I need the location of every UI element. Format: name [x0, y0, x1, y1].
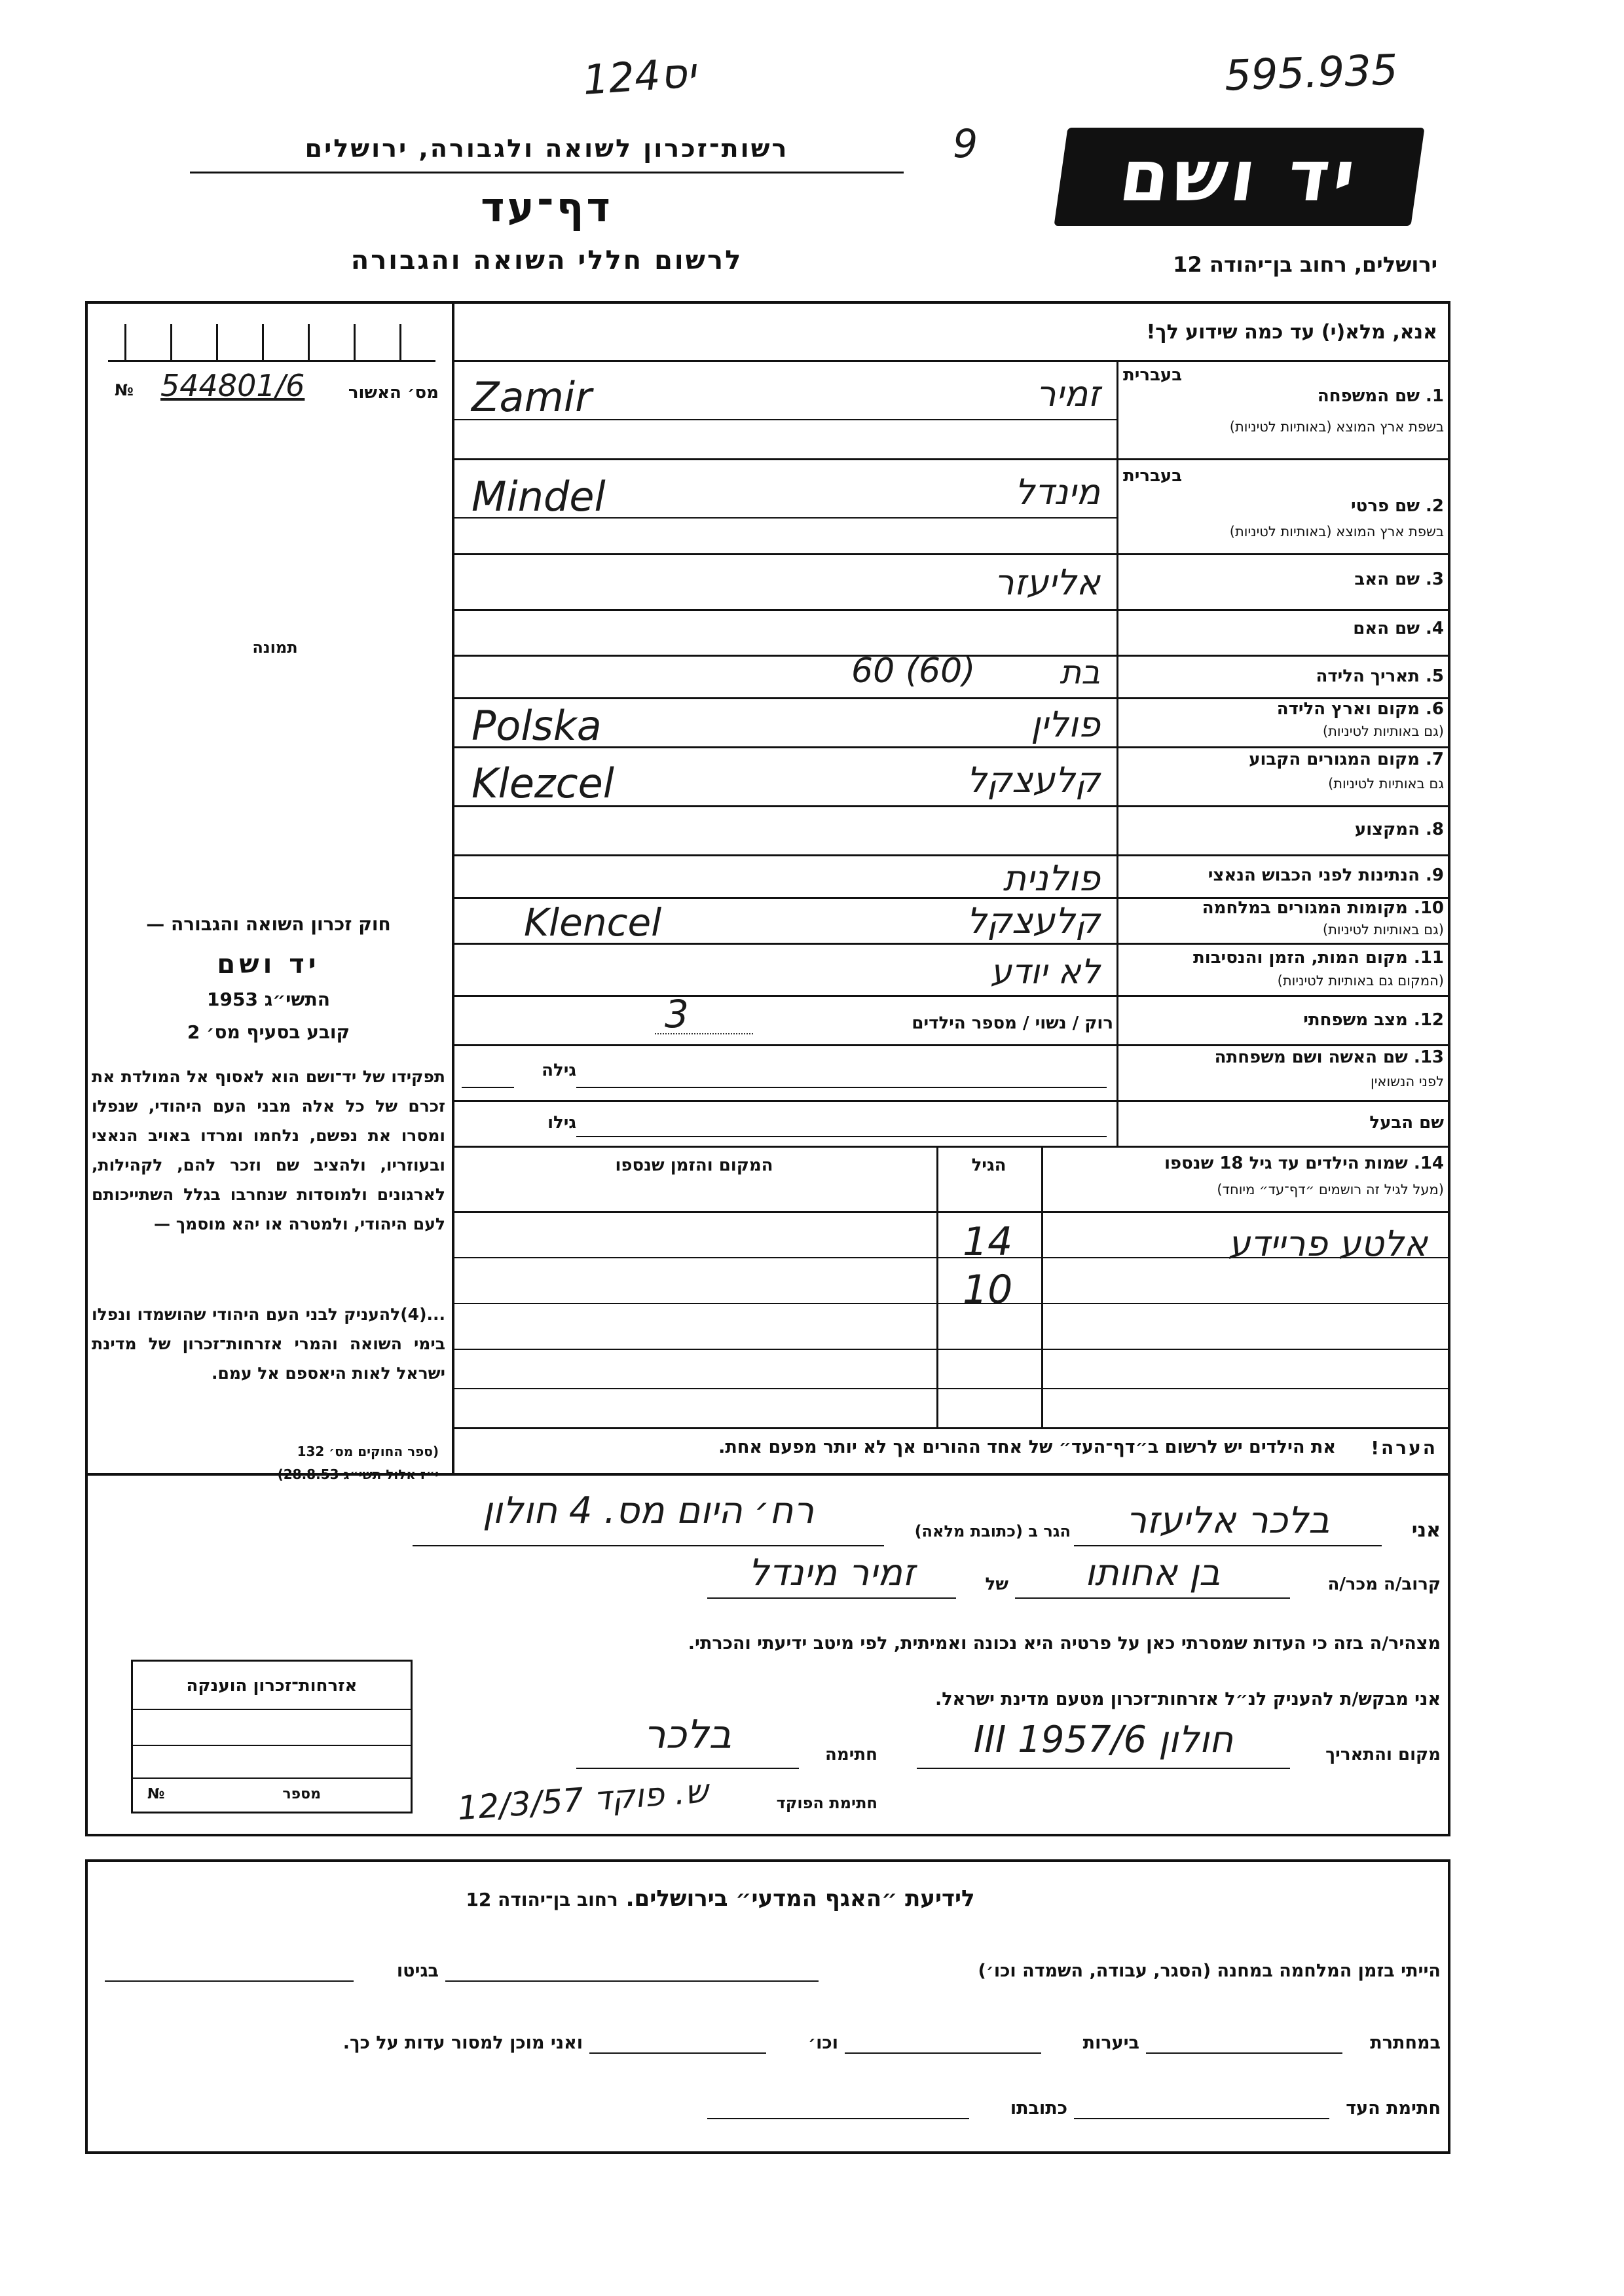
decl-of: של: [985, 1575, 1008, 1594]
field-11-hebrew-value: לא יודע: [990, 953, 1100, 992]
footer-line2-d: ואני מוכן למסור עדות על כך.: [342, 2033, 583, 2053]
children-label: 14. שמות הילדים עד גיל 18 שנספו: [1164, 1154, 1444, 1173]
form-subtitle: לרשום חללי השואה והגבורה: [350, 246, 743, 276]
field-3-hebrew-value: אליעזר: [994, 562, 1100, 603]
decl-statement: מצהיר/ה בזה כי העדות שמסרתי כאן על פרטיה היא נכונה ואמיתית, לפי מיטב ידיעתי והכרתי.: [688, 1633, 1441, 1654]
decl-ani: אני: [1411, 1519, 1441, 1542]
law-clause: קובע בסעיף מס׳ 2: [187, 1021, 350, 1043]
children-col-divider-1: [1041, 1146, 1043, 1427]
decl-place-date-label: מקום והתאריך: [1325, 1745, 1441, 1764]
citizenship-box-rule-1: [131, 1709, 413, 1710]
decl-relative-underline: [1015, 1597, 1290, 1599]
decl-signature-label: חתימה: [825, 1745, 877, 1764]
field-5-age-value: 60 (60): [851, 651, 976, 691]
field-2-latin-value: Mindel: [471, 473, 606, 520]
field-5-hebrew-value: בת: [1060, 653, 1100, 691]
child-1-age: 14: [963, 1219, 1013, 1265]
photo-label: תמונה: [252, 638, 298, 657]
children-sub: (מעל לגיל זה רושמים ״דף־עד״ מיוחד): [1217, 1182, 1444, 1197]
field-5-label: 5. תאריך הלידה: [1316, 666, 1444, 686]
form-instruction: אנא, מלא(י) עד כמה שידוע לך!: [1146, 321, 1437, 344]
children-col-divider-2: [936, 1146, 938, 1427]
cert-number: 544801/6: [160, 368, 305, 403]
decl-residing: הגר ב (כתובת מלאה): [914, 1522, 1071, 1540]
decl-ani-value: בלכר אליעזר: [1126, 1499, 1330, 1542]
field-11-sub: (המקום גם באותיות לטיניות): [1277, 973, 1444, 989]
handwritten-annotation-number: 595.935: [1223, 46, 1399, 101]
decl-place-date-value: חולון 6/III 1957: [973, 1719, 1234, 1761]
field-6-label: 6. מקום וארץ הלידה: [1276, 699, 1444, 719]
field-10-latin-value: Klencel: [524, 900, 662, 945]
note-rule: [452, 1427, 1450, 1429]
cert-label: מס׳ האשור: [348, 383, 439, 403]
decl-of-value: זמיר מינדל: [748, 1552, 915, 1594]
children-age-header: הגיל: [971, 1156, 1006, 1175]
footer-line2-c: וכו׳: [808, 2033, 838, 2053]
citizenship-box-label: אזרחות־זכרון הוענקה: [186, 1676, 358, 1696]
institution-name: רשות־זכרון לשואה ולגבורה, ירושלים: [304, 134, 789, 163]
children-header-rule: [452, 1211, 1450, 1213]
decl-officer-value: ש. פוקד 12/3/57: [456, 1772, 710, 1828]
decl-request: אני מבקש/ת להעניק לנ״ל אזרחות־זכרון מטעם מדינת ישראל.: [934, 1689, 1441, 1709]
field-1-hebrew-tag: בעברית: [1123, 365, 1183, 385]
wife-age-label: גילה: [542, 1061, 576, 1080]
field-2-hebrew-value: מינדל: [1014, 471, 1100, 513]
footer-title: לידיעת ״האגף המדעי״ בירושלים. רחוב בן־יהודה 12: [466, 1886, 975, 1912]
law-title: חוק זכרון השואה והגבורה —: [146, 913, 391, 935]
handwritten-annotation-top: 124יס: [581, 48, 697, 104]
field-7-sub: גם באותיות לטיניות): [1328, 776, 1444, 792]
field-1-latin-value: Zamir: [471, 373, 592, 421]
law-text-2: ...(4)להעניק לבני העם היהודי שהושמדו ונפלו בימי השואה והמרי אזרחות־זכרון של מדינת ישראל לאות היאספם אל עמם.: [92, 1305, 445, 1383]
field-2-label: 2. שם פרטי: [1351, 496, 1444, 516]
field-7-latin-value: Klezcel: [471, 759, 615, 807]
field-4-label: 4. שם האם: [1353, 619, 1444, 638]
citizenship-number-label: מספר: [282, 1786, 321, 1802]
field-7-label: 7. מקום המגורים הקבוע: [1249, 750, 1444, 769]
marital-options: רוק / נשוי / מספר הילדים: [912, 1013, 1113, 1033]
note-text: את הילדים יש לרשום ב״דף־העד״ של אחד ההורים אך לא יותר מפעם אחת.: [718, 1437, 1336, 1457]
law-source-2: י״ז אלול תשי״ג 28.8.53): [277, 1467, 439, 1482]
footer-line2-blank-1: [1146, 2052, 1342, 2054]
decl-address-underline: [413, 1545, 884, 1546]
yad-vashem-logo: [1054, 128, 1424, 226]
field-10-sub: (גם באותיות לטיניות): [1322, 922, 1444, 938]
footer-line3-a: חתימת העד: [1346, 2098, 1441, 2119]
field-7-hebrew-value: קלעצקל: [967, 759, 1100, 801]
footer-line1-blank-2: [105, 1980, 354, 1982]
footer-line1-a: הייתי בזמן המלחמה במחנה (הסגר, עבודה, השמדה וכו׳): [978, 1961, 1441, 1981]
field-1-label: 1. שם המשפחה: [1317, 386, 1444, 406]
husband-name-underline: [576, 1136, 1107, 1137]
citizenship-box-rule-3: [131, 1777, 413, 1779]
footer-line3-b: כתובתו: [1010, 2098, 1067, 2119]
husband-label: שם הבעל: [1369, 1113, 1444, 1133]
field-6-latin-value: Polska: [471, 702, 602, 750]
citizenship-box-rule-2: [131, 1745, 413, 1746]
decl-place-date-underline: [917, 1768, 1290, 1769]
footer-line1-b: בגיטו: [396, 1961, 439, 1981]
field-2-sub: בשפת ארץ המוצא (באותיות לטיניות): [1229, 524, 1444, 539]
footer-line3-blank-1: [1074, 2118, 1329, 2119]
decl-signature-value: בלכר: [643, 1712, 732, 1758]
footer-line2-blank-2: [845, 2052, 1041, 2054]
left-column-divider: [452, 301, 454, 1473]
children-count: 3: [665, 992, 689, 1036]
field-1-sub: בשפת ארץ המוצא (באותיות לטיניות): [1229, 419, 1444, 435]
law-source: (ספר החוקים מס׳ 132: [297, 1444, 439, 1459]
footer-line2-blank-3: [589, 2052, 766, 2054]
husband-age-label: גילו: [547, 1113, 576, 1133]
header-rule: [190, 172, 904, 173]
field-1-hebrew-value: זמיר: [1036, 373, 1100, 414]
field-8-label: 8. המקצוע: [1354, 820, 1444, 839]
instruction-rule: [452, 360, 1450, 362]
decl-relative: קרוב/ה מכר/ה: [1327, 1575, 1441, 1594]
children-place-header: המקום והזמן שנספו: [615, 1156, 773, 1175]
field-13-label: 13. שם האשה ושם משפחתה: [1214, 1048, 1444, 1067]
handwritten-mark-9: 9: [953, 121, 978, 167]
decl-relative-value: בן אחותו: [1084, 1552, 1221, 1594]
form-title: דף־עד: [481, 183, 613, 231]
field-2-hebrew-tag: בעברית: [1123, 466, 1183, 486]
child-1-name: אלטע פריידע: [1228, 1223, 1428, 1264]
law-year: התשי״ג 1953: [207, 989, 330, 1010]
footer-line3-blank-2: [707, 2118, 969, 2119]
footer-line1-blank-1: [445, 1980, 819, 1982]
decl-signature-underline: [576, 1768, 799, 1769]
field-11-label: 11. מקום המות, הזמן והנסיבות: [1193, 948, 1444, 968]
wife-name-underline: [576, 1087, 1107, 1088]
field-6-hebrew-value: פולין: [1031, 704, 1100, 745]
field-6-sub: (גם באותיות לטיניות): [1322, 723, 1444, 739]
footer-line2-a: במחתרת: [1370, 2033, 1441, 2053]
child-2-age: 10: [963, 1267, 1013, 1313]
citizenship-number-mark: №: [147, 1786, 165, 1802]
decl-ani-underline: [1074, 1545, 1382, 1546]
decl-address-value: רח׳ היום מס. 4 חולון: [482, 1489, 815, 1532]
note-label: הערה!: [1371, 1437, 1437, 1459]
field-9-label: 9. הנתינות לפני הכבוש הנאצי: [1208, 866, 1444, 885]
wife-age-underline: [462, 1087, 514, 1088]
law-name: יד ושם: [217, 949, 320, 979]
field-3-label: 3. שם האב: [1354, 570, 1444, 589]
label-column-divider: [1116, 362, 1118, 1146]
cert-mark: №: [115, 381, 134, 399]
law-text: תפקידו של יד־ושם הוא לאסוף אל המולדת את זכרם של כל אלה מבני העם היהודי, שנפלו ומסרו את נפשם, נלחמו ומרדו באויב הנאצי ובעוזריו, ולהציב שם וזכר להם, לקהילות, לארגונים ולמוסדות שנחרבו בגלל השתייכותם לעם היהודי, ולמטרה או יהא מוסמך —: [92, 1067, 445, 1233]
decl-officer-label: חתימת הפוקד: [776, 1794, 877, 1812]
logo-text: יד ושם: [1115, 136, 1364, 217]
field-9-hebrew-value: פולנית: [1003, 858, 1100, 899]
field-13-sub: לפני הנשואין: [1370, 1074, 1444, 1089]
header-address: ירושלים, רחוב בן־יהודה 12: [1173, 252, 1437, 277]
field-10-hebrew-value: קלעצקל: [967, 900, 1100, 941]
footer-line2-b: ביערות: [1082, 2033, 1139, 2053]
field-10-label: 10. מקומות המגורים במלחמה: [1202, 898, 1444, 918]
decl-of-underline: [707, 1597, 956, 1599]
field-12-label: 12. מצב משפחתי: [1303, 1010, 1444, 1030]
